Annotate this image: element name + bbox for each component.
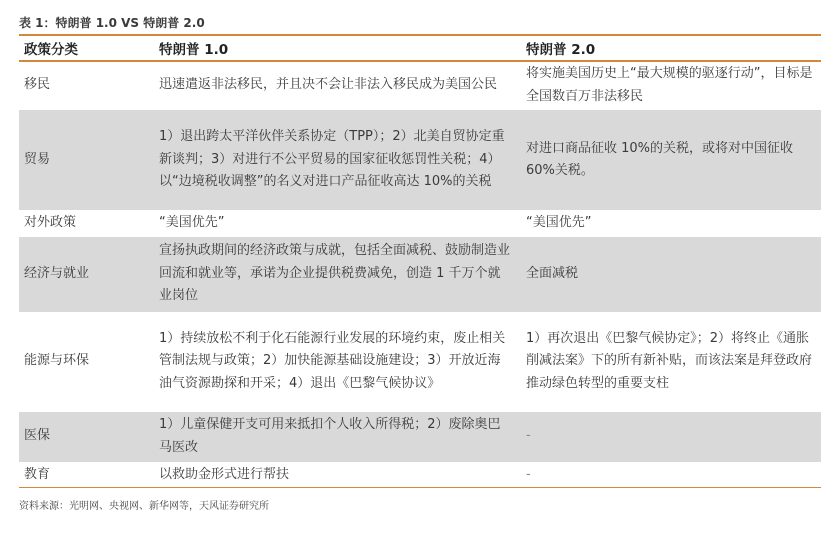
table-row <box>19 110 821 211</box>
row-category: 经济与就业 <box>19 236 154 312</box>
row-category: 贸易 <box>19 110 154 211</box>
row-trump-1: 宣扬执政期间的经济政策与成就，包括全面减税、鼓励制造业回流和就业等，承诺为企业提供税费减免，创造 1 千万个就业岗位 <box>154 236 521 312</box>
table-header-row <box>19 35 821 61</box>
row-trump-2: - <box>521 462 821 488</box>
row-trump-2: 1）再次退出《巴黎气候协定》；2）将终止《通胀削减法案》下的所有新补贴，而该法案是拜登政府推动绿色转型的重要支柱 <box>521 312 821 411</box>
table-caption: 表 1：特朗普 1.0 VS 特朗普 2.0 <box>19 16 205 30</box>
table-row <box>19 61 821 110</box>
row-trump-2: 对进口商品征收 10%的关税，或将对中国征收60%关税。 <box>521 110 821 211</box>
table-row <box>19 411 821 462</box>
row-trump-2: 将实施美国历史上“最大规模的驱逐行动”，目标是全国数百万非法移民 <box>521 61 821 110</box>
report-figure <box>19 12 821 512</box>
row-trump-1: 1）儿童保健开支可用来抵扣个人收入所得税；2）废除奥巴马医改 <box>154 411 521 462</box>
row-trump-1: 迅速遣返非法移民，并且决不会让非法入移民成为美国公民 <box>154 61 521 110</box>
source-note: 资料来源：光明网、央视网、新华网等，天风证券研究所 <box>19 501 269 512</box>
header-category: 政策分类 <box>19 35 154 61</box>
table-row <box>19 236 821 312</box>
table-row <box>19 312 821 411</box>
row-category: 医保 <box>19 411 154 462</box>
row-category: 移民 <box>19 61 154 110</box>
header-trump-2: 特朗普 2.0 <box>521 35 821 61</box>
row-trump-2: - <box>521 411 821 462</box>
table-row <box>19 462 821 488</box>
row-trump-1: 1）持续放松不利于化石能源行业发展的环境约束，废止相关管制法规与政策；2）加快能源基础设施建设；3）开放近海油气资源勘探和开采；4）退出《巴黎气候协议》 <box>154 312 521 411</box>
row-trump-1: 1）退出跨太平洋伙伴关系协定（TPP）；2）北美自贸协定重新谈判；3）对进行不公平贸易的国家征收惩罚性关税；4）以“边境税收调整”的名义对进口产品征收高达 10%的关税 <box>154 110 521 211</box>
row-category: 教育 <box>19 462 154 488</box>
row-trump-1: 以救助金形式进行帮扶 <box>154 462 521 488</box>
header-trump-1: 特朗普 1.0 <box>154 35 521 61</box>
policy-comparison-table <box>19 34 821 488</box>
row-category: 对外政策 <box>19 211 154 237</box>
row-trump-1: “美国优先” <box>154 211 521 237</box>
row-trump-2: “美国优先” <box>521 211 821 237</box>
row-category: 能源与环保 <box>19 312 154 411</box>
row-trump-2: 全面减税 <box>521 236 821 312</box>
table-row <box>19 211 821 237</box>
